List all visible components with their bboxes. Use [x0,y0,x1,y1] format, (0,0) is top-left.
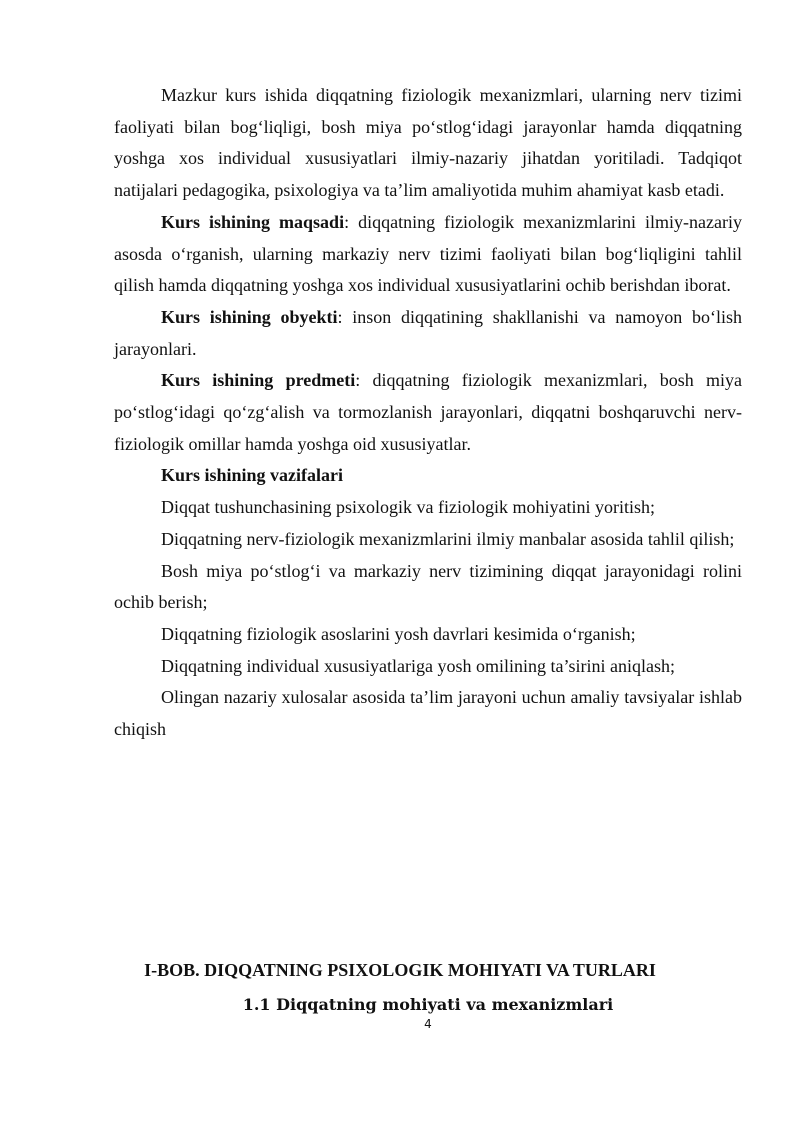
page-number: 4 [424,1017,432,1031]
task-item: Diqqatning fiziologik asoslarini yosh davrlari kesimida o‘rganish; [161,623,636,644]
task-item: Diqqatning nerv-fiziologik mexanizmlarini ilmiy manbalar asosida tahlil qilish; [161,528,735,549]
object-paragraph [114,302,742,365]
document-body [114,80,742,746]
subject-text: : diqqatning fiziologik mexanizmlari, bosh miya po‘stlog‘idagi qo‘zg‘alish va tormozlanish jarayonlari, diqqatni boshqaruvchi nerv-fiziologik omillar hamda yoshga oid xususiyatlar. [114,370,742,454]
subject-paragraph [114,365,742,460]
chapter-title: I-BOB. DIQQATNING PSIXOLOGIK MOHIYATI VA TURLARI [144,960,656,980]
tasks-heading: Kurs ishining vazifalari [161,465,344,486]
goal-text: : diqqatning fiziologik mexanizmlarini ilmiy-nazariy asosda o‘rganish, ularning markaziy nerv tizimi faoliyati bilan bog‘liqligini tahlil qilish hamda diqqatning yoshga xos individual xususiyatlarini ochib berishdan iborat. [114,211,742,296]
object-text: : inson diqqatining shakllanishi va namoyon bo‘lish jarayonlari. [114,306,742,359]
subject-label: Kurs ishining predmeti [161,370,356,391]
goal-paragraph [114,207,742,302]
task-item: Diqqat tushunchasining psixologik va fiziologik mohiyatini yoritish; [161,497,655,518]
section-title: 1.1 Diqqatning mohiyati va mexanizmlari [242,995,614,1014]
object-label: Kurs ishining obyekti [161,306,338,327]
goal-label: Kurs ishining maqsadi [161,211,345,232]
task-item: Olingan nazariy xulosalar asosida ta’lim jarayoni uchun amaliy tavsiyalar ishlab chiqish [114,687,742,740]
task-item: Diqqatning individual xususiyatlariga yosh omilining ta’sirini aniqlash; [161,655,675,676]
task-item: Bosh miya po‘stlog‘i va markaziy nerv tizimining diqqat jarayonidagi rolini ochib berish; [114,560,742,613]
intro-paragraph: Mazkur kurs ishida diqqatning fiziologik mexanizmlari, ularning nerv tizimi faoliyati bilan bog‘liqligi, bosh miya po‘stlog‘idagi jarayonlar hamda diqqatning yoshga xos individual xususiyatlari ilmiy-nazariy jihatdan yoritiladi. Tadqiqot natijalari pedagogika, psixologiya va ta’lim amaliyotida muhim ahamiyat kasb etadi. [114,85,742,201]
